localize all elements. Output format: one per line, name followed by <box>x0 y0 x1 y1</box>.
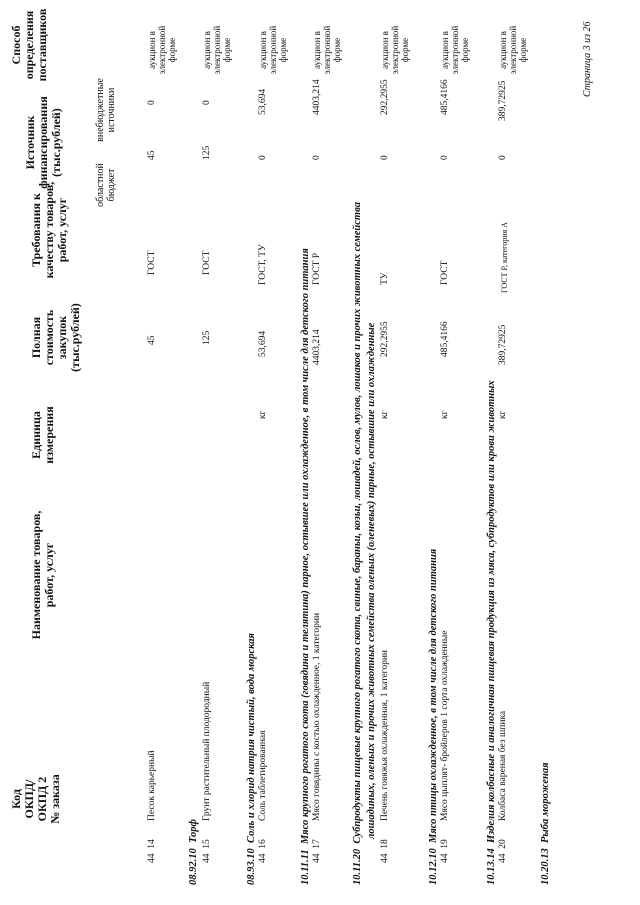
row-18-name: Печень говяжья охлажденная, 1 категории <box>380 649 390 821</box>
row-18-extra: 292,2955 <box>380 79 390 115</box>
row-18-unit: кг <box>380 410 390 419</box>
col-header-requirements: Требования к качеству товаров, работ, услуг <box>29 181 69 279</box>
row-14-code: 44 14 <box>147 839 157 863</box>
row-20-unit: кг <box>498 410 508 419</box>
row-19-requirements: ГОСТ <box>440 260 450 285</box>
section-10.11.20-cont: лошадиных, оленьих и прочих животных семейства оленьих (оленевых) парные, остывшие или охлажденные <box>366 322 377 839</box>
row-19-extra: 485,4166 <box>440 79 450 115</box>
row-18-cost: 292,2955 <box>380 321 390 357</box>
section-10.11.11: 10.11.11 Мясо крупного рогатого скота (говядина и телятина) парное, остывшее или охлажденное, в том числе для детского питания <box>300 248 311 885</box>
row-15-name: Грунт растительный плодородный <box>202 681 212 821</box>
row-20-code: 44 20 <box>498 839 508 863</box>
row-20-method: аукцион в электронной форме <box>498 25 528 75</box>
row-17-method: аукцион в электронной форме <box>312 25 342 75</box>
row-17-code: 44 17 <box>312 839 322 863</box>
row-20-regional: 0 <box>498 155 508 160</box>
row-19-regional: 0 <box>440 155 450 160</box>
row-19-name: Мясо цыплят- бройлеров 1 сорта охлажденные <box>440 630 450 821</box>
row-15-cost: 125 <box>202 330 212 345</box>
row-16-extra: 53,694 <box>258 88 268 115</box>
row-14-requirements: ГОСТ <box>147 250 157 275</box>
row-14-method: аукцион в электронной форме <box>147 25 177 75</box>
section-08.93.10: 08.93.10 Соль и хлорид натрия чистый, вода морская <box>246 633 257 885</box>
col-header-cost: Полная стоимость закупок (тыс.рублей) <box>29 303 82 372</box>
col-header-regional-budget: областной бюджет <box>95 163 117 207</box>
row-20-cost: 389,72925 <box>498 324 508 365</box>
row-15-extra: 0 <box>202 100 212 105</box>
row-16-name: Соль таблетированная <box>258 730 268 821</box>
col-header-unit: Единица измерения <box>29 406 56 464</box>
row-16-method: аукцион в электронной форме <box>258 25 288 75</box>
row-20-requirements: ГОСТ Р, категория А <box>500 222 509 293</box>
row-15-requirements: ГОСТ <box>202 250 212 275</box>
row-18-requirements: ТУ <box>380 272 390 285</box>
row-18-method: аукцион в электронной форме <box>380 25 410 75</box>
row-15-method: аукцион в электронной форме <box>202 25 232 75</box>
col-header-financing: Источник финансирования (тыс.рублей) <box>23 96 63 189</box>
row-17-extra: 4403,214 <box>312 79 322 115</box>
row-18-regional: 0 <box>380 155 390 160</box>
row-17-name: Мясо говядины с костью охлажденное, 1 категории <box>312 612 322 821</box>
row-14-extra: 0 <box>147 100 157 105</box>
row-14-regional: 45 <box>147 150 157 160</box>
section-10.11.20: 10.11.20 Субпродукты пищевые крупного рогатого скота, свиные, бараньи, козьи, лошадей, ослов, мулов, лошаков и прочих животных семейства <box>352 202 363 885</box>
section-08.92.10: 08.92.10 Торф <box>188 818 199 885</box>
row-16-requirements: ГОСТ, ТУ <box>258 244 268 285</box>
section-10.20.13: 10.20.13 Рыба мороженая <box>540 762 551 885</box>
section-10.13.14: 10.13.14 Изделия колбасные и аналогичная пищевая продукция из мяса, субпродуктов или крови животных <box>486 380 497 885</box>
row-20-extra: 389,72925 <box>498 80 508 121</box>
row-19-unit: кг <box>440 410 450 419</box>
row-15-code: 44 15 <box>202 839 212 863</box>
row-18-code: 44 18 <box>380 839 390 863</box>
row-19-method: аукцион в электронной форме <box>440 25 470 75</box>
row-16-regional: 0 <box>258 155 268 160</box>
row-14-cost: 45 <box>147 335 157 345</box>
row-17-regional: 0 <box>312 155 322 160</box>
row-17-cost: 4403,214 <box>312 329 322 365</box>
section-10.12.10: 10.12.10 Мясо птицы охлажденное, в том числе для детского питания <box>428 548 439 885</box>
col-header-method: Способ определения поставщиков <box>9 8 49 82</box>
row-19-code: 44 19 <box>440 839 450 863</box>
row-17-requirements: ГОСТ Р <box>312 252 322 285</box>
row-16-cost: 53,694 <box>258 330 268 357</box>
row-19-cost: 485,4166 <box>440 321 450 357</box>
row-20-name: Колбаса вареная без шпика <box>498 710 508 821</box>
row-15-regional: 125 <box>202 145 212 160</box>
col-header-name: Наименование товаров, работ, услуг <box>29 510 56 640</box>
page-number: Страница 3 из 26 <box>582 21 593 97</box>
row-16-code: 44 16 <box>258 839 268 863</box>
row-14-name: Песок карьерный <box>147 750 157 821</box>
col-header-code: Код ОКПД/ ОКПД 2 № заказа <box>9 774 62 824</box>
row-16-unit: кг <box>258 410 268 419</box>
col-header-extra-budget: внебюджетные источники <box>95 78 117 142</box>
